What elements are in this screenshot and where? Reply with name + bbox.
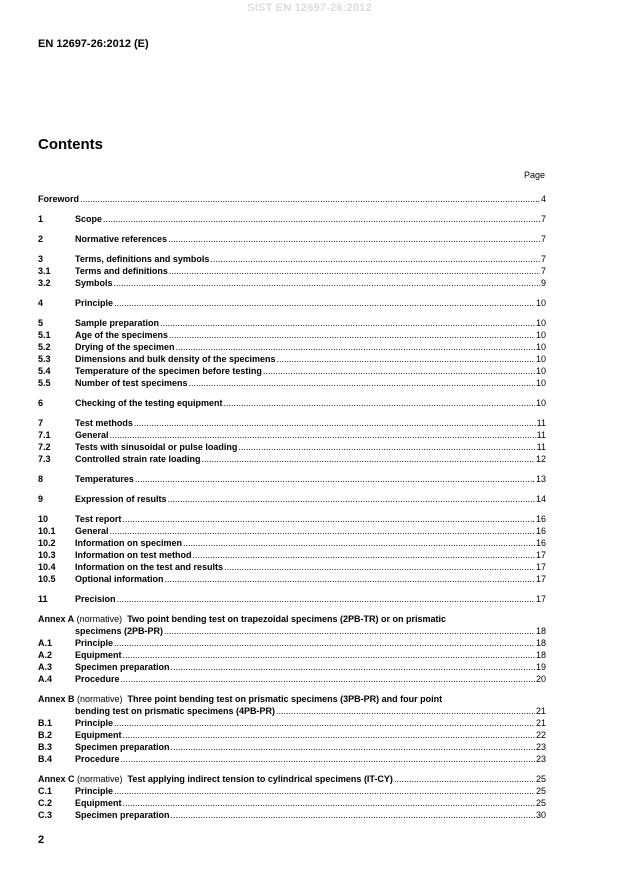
toc-entry[interactable]	[38, 233, 546, 245]
toc-entry-number: 7	[38, 418, 44, 428]
toc-leader-dots	[114, 785, 535, 797]
toc-entry-page: 9	[540, 278, 546, 288]
toc-entry[interactable]	[38, 441, 546, 453]
toc-entry-number: 3.1	[38, 266, 51, 276]
toc-entry-label: General	[75, 526, 109, 536]
toc-entry[interactable]	[38, 513, 546, 525]
toc-entry-label: Tests with sinusoidal or pulse loading	[75, 442, 238, 452]
toc-entry-number: B.4	[38, 754, 53, 764]
toc-entry-page: 18	[535, 650, 546, 660]
toc-leader-dots	[103, 213, 540, 225]
toc-leader-dots	[189, 377, 535, 389]
toc-entry-page: 10	[535, 366, 546, 376]
toc-entry-label: Dimensions and bulk density of the specimens	[75, 354, 276, 364]
toc-entry-label: Sample preparation	[75, 318, 160, 328]
toc-leader-dots	[169, 329, 535, 341]
toc-entry-number: A.2	[38, 650, 53, 660]
toc-entry-number: 3.2	[38, 278, 51, 288]
toc-entry-label: Number of test specimens	[75, 378, 188, 388]
toc-entry-label: Temperatures	[75, 474, 134, 484]
toc-entry-page: 20	[535, 674, 546, 684]
toc-entry[interactable]	[38, 561, 546, 573]
toc-entry-label: Normative references	[75, 234, 168, 244]
toc-entry[interactable]	[38, 525, 546, 537]
toc-entry[interactable]	[38, 213, 546, 225]
toc-entry-label: Controlled strain rate loading	[75, 454, 201, 464]
annex-a-title-line2[interactable]: specimens (2PB-PR) ..... 18	[38, 625, 546, 637]
toc-entry[interactable]	[38, 473, 546, 485]
toc-entry-label: Test report	[75, 514, 122, 524]
toc-entry[interactable]	[38, 493, 546, 505]
toc-entry-page: 10	[535, 354, 546, 364]
toc-entry-number: 3	[38, 254, 44, 264]
toc-leader-dots	[238, 441, 535, 453]
toc-entry-number: 5.1	[38, 330, 51, 340]
toc-entry-label: Principle	[75, 638, 114, 648]
toc-entry-page: 10	[535, 398, 546, 408]
toc-leader-dots	[168, 233, 540, 245]
toc-leader-dots	[224, 561, 535, 573]
toc-entry[interactable]	[38, 297, 546, 309]
toc-leader-dots	[277, 353, 535, 365]
toc-entry-number: 9	[38, 494, 44, 504]
toc-entry-number: 10.5	[38, 574, 56, 584]
table-of-contents	[38, 193, 546, 821]
toc-entry[interactable]	[38, 637, 546, 649]
toc-entry-page: 17	[535, 550, 546, 560]
toc-entry-page: 11	[536, 418, 546, 428]
toc-entry-page: 23	[535, 742, 546, 752]
toc-entry-number: 10.4	[38, 562, 56, 572]
toc-entry[interactable]	[38, 549, 546, 561]
toc-entry-page: 17	[535, 574, 546, 584]
toc-entry-page: 25	[535, 798, 546, 808]
toc-entry-label: Principle	[75, 786, 114, 796]
toc-entry[interactable]	[38, 265, 546, 277]
toc-leader-dots	[263, 365, 535, 377]
toc-entry-page: 10	[535, 378, 546, 388]
toc-entry[interactable]	[38, 417, 546, 429]
toc-entry-page: 22	[535, 730, 546, 740]
toc-entry-number: B.1	[38, 718, 53, 728]
toc-entry-number: A.4	[38, 674, 53, 684]
toc-leader-dots	[160, 317, 535, 329]
toc-entry-number: C.2	[38, 798, 53, 808]
toc-entry-label: Information on test method	[75, 550, 192, 560]
toc-entry-label: Equipment	[75, 730, 122, 740]
toc-entry[interactable]	[38, 573, 546, 585]
toc-entry-number: A.3	[38, 662, 53, 672]
toc-entry-page: 7	[540, 234, 546, 244]
toc-entry[interactable]	[38, 717, 546, 729]
toc-entry-number: 7.1	[38, 430, 51, 440]
toc-entry-label: Principle	[75, 298, 114, 308]
toc-entry-page: 10	[535, 298, 546, 308]
toc-entry-number: 5.5	[38, 378, 51, 388]
toc-entry-number: A.1	[38, 638, 53, 648]
toc-entry-page: 16	[535, 538, 546, 548]
toc-entry-number: 1	[38, 214, 44, 224]
document-reference: EN 12697-26:2012 (E)	[38, 38, 149, 50]
toc-entry-label: Symbols	[75, 278, 113, 288]
toc-entry-label: Equipment	[75, 798, 122, 808]
toc-entry-label: Precision	[75, 594, 116, 604]
toc-entry-label: Optional information	[75, 574, 164, 584]
toc-leader-dots	[171, 741, 535, 753]
toc-entry-number: 8	[38, 474, 44, 484]
toc-entry[interactable]	[38, 785, 546, 797]
toc-leader-dots	[114, 717, 535, 729]
annex-b	[38, 693, 546, 765]
toc-leader-dots	[123, 797, 535, 809]
toc-entry-page: 13	[535, 474, 546, 484]
toc-entry[interactable]	[38, 365, 546, 377]
toc-entry-page: 12	[535, 454, 546, 464]
toc-entry-label: Information on the test and results	[75, 562, 224, 572]
toc-leader-dots	[168, 493, 535, 505]
toc-entry[interactable]	[38, 661, 546, 673]
toc-entry-number: 5	[38, 318, 44, 328]
toc-entry[interactable]	[38, 809, 546, 821]
toc-leader-dots	[135, 473, 535, 485]
toc-main-entries	[38, 193, 546, 605]
toc-entry-number: 5.3	[38, 354, 51, 364]
toc-leader-dots	[202, 453, 535, 465]
toc-entry[interactable]	[38, 729, 546, 741]
toc-entry-number: 4	[38, 298, 44, 308]
toc-entry-number: 11	[38, 594, 48, 604]
annex-b-title-line1[interactable]: Annex B (normative) Three point bending test on prismatic specimens (3PB-PR) and four point	[38, 694, 443, 704]
toc-leader-dots	[122, 513, 535, 525]
toc-entry-page: 10	[535, 318, 546, 328]
toc-entry[interactable]	[38, 253, 546, 265]
toc-entry-label: Foreword	[38, 194, 80, 204]
toc-leader-dots	[123, 649, 535, 661]
toc-entry-number: 5.2	[38, 342, 51, 352]
toc-entry-number: 5.4	[38, 366, 51, 376]
toc-entry-number: 10.1	[38, 526, 56, 536]
toc-entry[interactable]	[38, 341, 546, 353]
toc-entry-number: 10.2	[38, 538, 56, 548]
toc-entry-page: 11	[536, 442, 546, 452]
toc-entry-label: Information on specimen	[75, 538, 183, 548]
watermark: SIST EN 12697-26:2012	[247, 2, 372, 14]
toc-entry[interactable]	[38, 797, 546, 809]
toc-entry-number: 7.2	[38, 442, 51, 452]
toc-entry-page: 4	[540, 194, 546, 204]
toc-leader-dots	[121, 673, 535, 685]
toc-entry-page: 7	[540, 266, 546, 276]
toc-entry-number: B.2	[38, 730, 53, 740]
toc-entry-number: 10	[38, 514, 49, 524]
toc-entry-label: Specimen preparation	[75, 742, 170, 752]
toc-entry-page: 10	[535, 342, 546, 352]
toc-leader-dots	[169, 265, 540, 277]
toc-leader-dots	[183, 537, 535, 549]
toc-entry-label: Procedure	[75, 674, 120, 684]
toc-entry-label: General	[75, 430, 109, 440]
toc-entry-number: 7.3	[38, 454, 51, 464]
toc-leader-dots	[210, 253, 540, 265]
toc-entry-label: Procedure	[75, 754, 120, 764]
toc-entry-number: 2	[38, 234, 44, 244]
toc-leader-dots	[114, 637, 535, 649]
toc-entry[interactable]	[38, 429, 546, 441]
toc-leader-dots	[80, 193, 540, 205]
toc-entry-page: 21	[535, 718, 546, 728]
toc-entry[interactable]	[38, 397, 546, 409]
toc-entry-page: 11	[536, 430, 546, 440]
toc-entry[interactable]	[38, 329, 546, 341]
toc-leader-dots	[123, 729, 535, 741]
toc-leader-dots	[117, 593, 535, 605]
page-number: 2	[38, 834, 45, 846]
toc-entry-label: Principle	[75, 718, 114, 728]
toc-entry-label: Age of the specimens	[75, 330, 169, 340]
annex-b-title-line2[interactable]: bending test on prismatic specimens (4PB-PR) ..... 21	[38, 705, 546, 717]
toc-entry-page: 14	[535, 494, 546, 504]
toc-entry[interactable]	[38, 649, 546, 661]
toc-entry-label: Expression of results	[75, 494, 167, 504]
toc-leader-dots	[121, 753, 535, 765]
toc-leader-dots	[110, 429, 536, 441]
toc-entry[interactable]	[38, 753, 546, 765]
toc-entry-label: Test methods	[75, 418, 133, 428]
toc-entry-number: 6	[38, 398, 44, 408]
toc-entry-page: 18	[535, 638, 546, 648]
toc-entry-label: Checking of the testing equipment	[75, 398, 223, 408]
toc-entry-number: 10.3	[38, 550, 56, 560]
toc-entry[interactable]	[38, 353, 546, 365]
toc-entry-label: Temperature of the specimen before testing	[75, 366, 262, 376]
toc-entry-label: Specimen preparation	[75, 662, 170, 672]
toc-leader-dots	[224, 397, 535, 409]
toc-entry-label: Scope	[75, 214, 103, 224]
toc-entry[interactable]	[38, 193, 546, 205]
toc-entry-number: B.3	[38, 742, 53, 752]
annex-c-title[interactable]: Annex C (normative) Test applying indirect tension to cylindrical specimens (IT-CY) ..... 25	[38, 773, 546, 785]
toc-entry[interactable]	[38, 593, 546, 605]
annex-a-title-line1[interactable]: Annex A (normative) Two point bending test on trapezoidal specimens (2PB-TR) or on prismatic	[38, 614, 447, 624]
toc-entry-page: 16	[535, 526, 546, 536]
toc-leader-dots	[176, 341, 535, 353]
toc-entry[interactable]	[38, 673, 546, 685]
toc-entry[interactable]	[38, 317, 546, 329]
toc-entry-page: 17	[535, 562, 546, 572]
toc-leader-dots	[171, 661, 535, 673]
toc-leader-dots	[193, 549, 535, 561]
annex-c	[38, 773, 546, 821]
annex-a	[38, 613, 546, 685]
toc-entry[interactable]	[38, 377, 546, 389]
toc-entry-label: Drying of the specimen	[75, 342, 175, 352]
toc-entry-label: Terms and definitions	[75, 266, 168, 276]
toc-entry-page: 25	[535, 786, 546, 796]
toc-entry-label: Specimen preparation	[75, 810, 170, 820]
toc-entry[interactable]	[38, 277, 546, 289]
toc-entry-number: C.3	[38, 810, 53, 820]
toc-entry-label: Terms, definitions and symbols	[75, 254, 210, 264]
toc-leader-dots	[114, 277, 540, 289]
toc-entry-page: 23	[535, 754, 546, 764]
page-title: Contents	[38, 136, 103, 153]
toc-entry-number: C.1	[38, 786, 53, 796]
toc-leader-dots	[110, 525, 535, 537]
toc-entry-page: 10	[535, 330, 546, 340]
toc-entry-page: 30	[535, 810, 546, 820]
toc-entry-page: 17	[535, 594, 546, 604]
toc-leader-dots	[134, 417, 536, 429]
toc-leader-dots	[114, 297, 535, 309]
toc-entry-page: 16	[535, 514, 546, 524]
toc-entry-label: Equipment	[75, 650, 122, 660]
page-column-label: Page	[523, 170, 545, 180]
toc-leader-dots	[165, 573, 535, 585]
toc-entry-page: 7	[540, 214, 546, 224]
toc-entry[interactable]	[38, 537, 546, 549]
toc-entry-page: 7	[540, 254, 546, 264]
toc-entry-page: 19	[535, 662, 546, 672]
toc-entry[interactable]	[38, 453, 546, 465]
toc-entry[interactable]	[38, 741, 546, 753]
toc-leader-dots	[171, 809, 535, 821]
